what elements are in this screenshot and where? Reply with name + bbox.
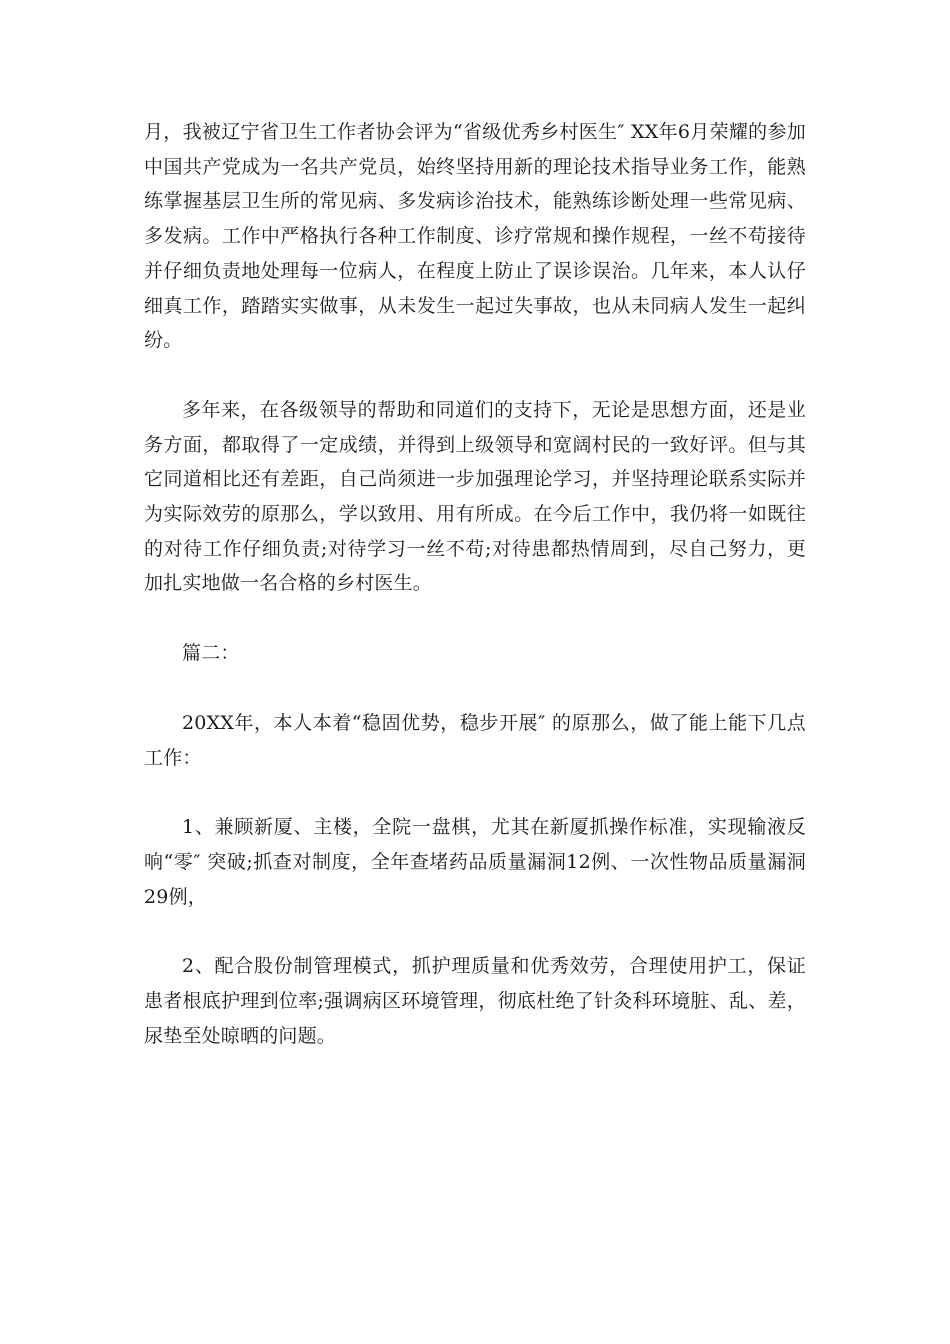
list-item-2: 2、配合股份制管理模式，抓护理质量和优秀效劳，合理使用护工，保证患者根底护理到位率;强调病区环境管理，彻底杜绝了针灸科环境脏、乱、差，尿垫至处晾晒的问题。 — [144, 955, 806, 1047]
paragraph-achievements-outlook: 多年来，在各级领导的帮助和同道们的支持下，无论是思想方面，还是业务方面，都取得了一定成绩，并得到上级领导和宽阔村民的一致好评。但与其它同道相比还有差距，自己尚须进一步加强理论学习，并坚持理论联系实际并为实际效劳的原那么，学以致用、用有所成。在今后工作中，我仍将一如既往的对待工作仔细负责;对待学习一丝不苟;对待患都热情周到，尽自己努力，更加扎实地做一名合格的乡村医生。 — [144, 398, 806, 595]
paragraph-yearly-intro: 20XX年，本人本着“稳固优势，稳步开展″ 的原那么，做了能上能下几点工作： — [144, 711, 806, 769]
list-item-1: 1、兼顾新厦、主楼，全院一盘棋，尤其在新厦抓操作标准，实现输液反响“零″ 突破;抓查对制度，全年查堵药品质量漏洞12例、一次性物品质量漏洞29例， — [144, 816, 806, 908]
paragraph-award-party-membership: 月，我被辽宁省卫生工作者协会评为“省级优秀乡村医生″ XX年6月荣耀的参加中国共产党成为一名共产党员，始终坚持用新的理论技术指导业务工作，能熟练掌握基层卫生所的常见病、多发病诊治技术，能熟练诊断处理一些常见病、多发病。工作中严格执行各种工作制度、诊疗常规和操作规程，一丝不苟接待并仔细负责地处理每一位病人，在程度上防止了误诊误治。几年来，本人认仔细真工作，踏踏实实做事，从未发生一起过失事故，也从未同病人发生一起纠纷。 — [144, 121, 806, 352]
section-heading-part-two: 篇二： — [182, 642, 240, 665]
document-body — [144, 115, 806, 1053]
